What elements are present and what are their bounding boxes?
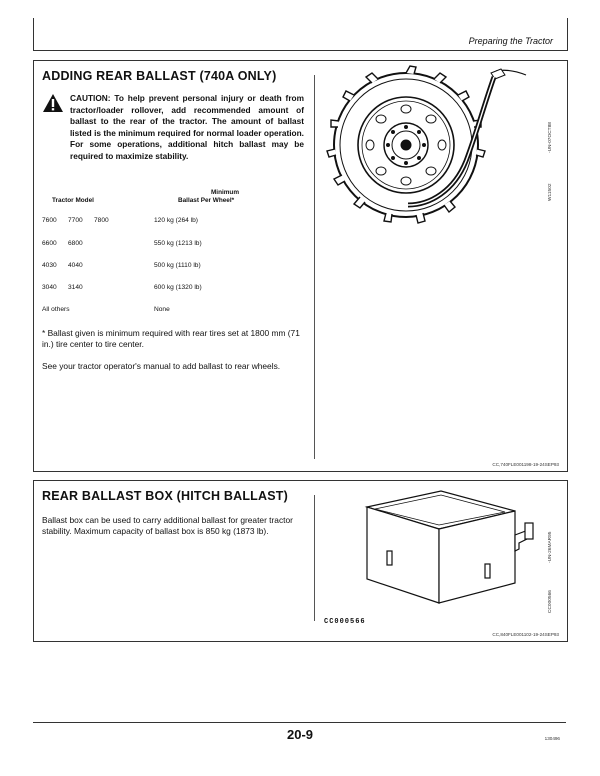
table-header-model: Tractor Model xyxy=(52,197,94,204)
table-row xyxy=(42,284,312,294)
model-cell: 7600 xyxy=(42,217,57,224)
caution-block xyxy=(42,93,304,163)
header-frame xyxy=(33,18,568,51)
column-divider xyxy=(314,495,315,621)
warning-icon xyxy=(42,93,64,113)
table-header-ballast-line1: Minimum xyxy=(210,189,240,196)
model-cell: All others xyxy=(42,306,70,313)
model-cell: 6800 xyxy=(68,240,83,247)
model-cell: 3140 xyxy=(68,284,83,291)
section-title: REAR BALLAST BOX (HITCH BALLAST) xyxy=(42,489,288,503)
figure-code: CC000566 xyxy=(548,590,553,613)
ballast-cell: 120 kg (264 lb) xyxy=(154,217,198,224)
footer-rule xyxy=(33,722,566,723)
ballast-box-description: Ballast box can be used to carry additional ballast for greater tractor stability. Maximum capacity of ballast box is 850 kg (1873 lb). xyxy=(42,515,293,536)
model-cell: 6600 xyxy=(42,240,57,247)
model-cell: 7800 xyxy=(94,217,109,224)
table-row xyxy=(42,240,312,250)
footnote-text: * Ballast given is minimum required with rear tires set at 1800 mm (71 in.) tire center to tire center. xyxy=(42,328,300,349)
section-rear-ballast-box xyxy=(33,480,568,642)
model-cell: 7700 xyxy=(68,217,83,224)
table-row xyxy=(42,306,312,316)
model-cell: 3040 xyxy=(42,284,57,291)
note-text: See your tractor operator's manual to add ballast to rear wheels. xyxy=(42,361,281,371)
figure-label: CC000566 xyxy=(324,618,366,626)
caution-text: CAUTION: To help prevent personal injury or death from tractor/loader rollover, add recommended amount of ballast to the rear of the tractor. The amount of ballast listed is the minimum required for normal loader operation. For some operations, additional hitch ballast may be required to maximize stability. xyxy=(70,93,304,161)
ballast-cell: 500 kg (1110 lb) xyxy=(154,262,201,269)
table-header-ballast-line2: Ballast Per Wheel* xyxy=(178,197,235,204)
section-adding-rear-ballast xyxy=(33,60,568,472)
ballast-cell: 600 kg (1320 lb) xyxy=(154,284,202,291)
page-number: 20-9 xyxy=(286,727,314,742)
model-cell: 4030 xyxy=(42,262,57,269)
ballast-box-illustration xyxy=(359,489,539,607)
table-row xyxy=(42,262,312,272)
print-code: 130496 xyxy=(544,736,560,741)
document-code: CC,740FLE001198-19-24SEP93 xyxy=(492,462,559,467)
page-header-title: Preparing the Tractor xyxy=(468,36,553,46)
table-row xyxy=(42,217,312,227)
document-code: CC,840FLE001102-19-24SEP93 xyxy=(492,632,559,637)
section-title: ADDING REAR BALLAST (740A ONLY) xyxy=(42,69,277,83)
ballast-cell: 550 kg (1213 lb) xyxy=(154,240,202,247)
figure-code: -UN-07OCT88 xyxy=(548,122,553,153)
column-divider xyxy=(314,75,315,459)
ballast-cell: None xyxy=(154,306,170,313)
figure-code: -UN-26MAR95 xyxy=(548,531,553,563)
rear-wheel-ballast-illustration xyxy=(326,65,541,225)
figure-code: W11502 xyxy=(548,183,553,201)
model-cell: 4040 xyxy=(68,262,83,269)
